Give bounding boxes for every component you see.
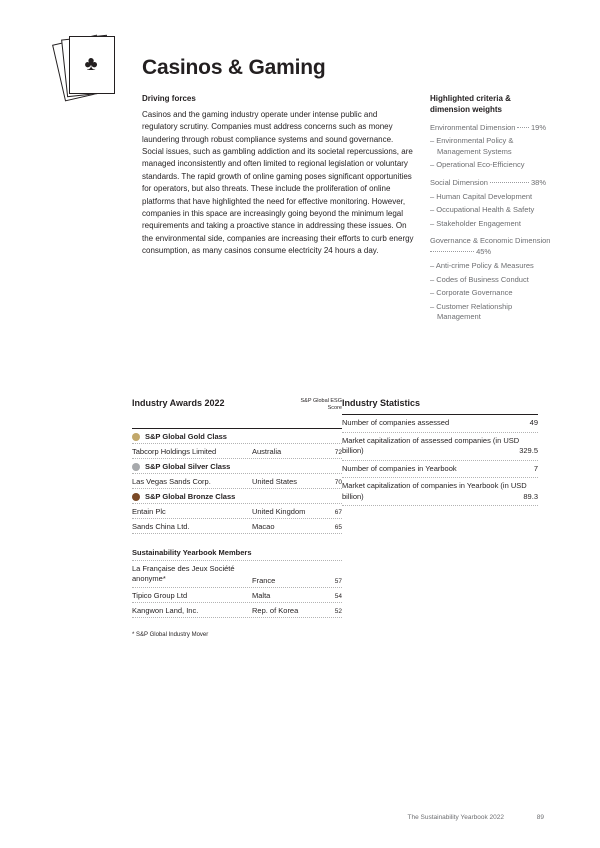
table-row [132,561,342,588]
criteria-item: – Human Capital Development [430,191,533,201]
award-class-gold [132,429,342,444]
club-suit-glyph: ♣ [84,53,98,75]
company-country: Rep. of Korea [252,605,299,615]
page-number: 89 [536,814,544,821]
criteria-item: – Occupational Health & Safety [430,205,535,215]
dimension-row-governance [430,236,551,258]
stat-label: Number of companies assessed [342,418,450,427]
table-row [342,478,538,506]
company-score: 54 [334,592,342,600]
stat-value: 7 [533,463,538,473]
criteria-item: – Operational Eco-Efficiency [430,160,525,170]
industry-statistics-section [342,398,538,506]
silver-class-dot-icon [132,463,140,471]
esg-score-column-header: S&P Global ESG Score [300,398,342,412]
stat-label: Market capitalization of assessed companies (in USD billion) [342,435,520,455]
award-class-label: S&P Global Silver Class [145,462,231,471]
company-name: La Française des Jeux Société anonyme* [132,563,235,583]
table-row [342,461,538,479]
award-class-label: S&P Global Gold Class [145,432,227,441]
criteria-item: – Corporate Governance [430,288,513,298]
company-country: Malta [252,590,271,600]
company-country: United States [252,476,298,486]
gold-class-dot-icon [132,433,140,441]
company-score: 57 [334,577,342,585]
award-class-silver [132,459,342,474]
company-score: 67 [334,508,342,516]
industry-awards-title: Industry Awards 2022 [132,398,225,408]
table-row [132,474,342,489]
stat-value: 89.3 [523,491,538,501]
industry-statistics-title: Industry Statistics [342,398,421,408]
dotted-leader [430,251,474,252]
table-row [132,588,342,603]
award-class-label: S&P Global Bronze Class [145,492,236,501]
criteria-item: – Environmental Policy & Management Systems [430,136,514,156]
criteria-item: – Customer Relationship Management [430,301,513,322]
company-score: 52 [334,607,342,615]
company-name: Tipico Group Ltd [132,590,188,600]
table-row [132,603,342,618]
company-country: Australia [252,446,282,456]
driving-forces-body: Casinos and the gaming industry operate under intense public and regulatory scrutiny. Companies must address concerns such as money laundering through robust compliance systems and sound governance. Social issues, such as gambling addiction and its societal repercussions, are managed inconsistently and often limited to regional legislation or voluntary standards. The rapid growth of online gaming poses significant opportunities for operators, but also threats. These include the proliferation of online platforms that have highlighted the need for effective monitoring. However, companies in this space are increasingly going beyond the minimum legal requirements and taking a proactive stance in addressing these issues. On the environmental side, companies are increasing their efforts to curb energy consumption, as many casinos consume electricity 24 hours a day. [142,109,414,256]
highlighted-criteria-section [430,94,551,323]
company-score: 72 [334,448,342,456]
stat-label: Market capitalization of companies in Yearbook (in USD billion) [342,481,527,501]
stat-value: 329.5 [519,446,538,455]
statistics-table [342,414,538,506]
dimension-name: Social Dimension [430,177,488,187]
bronze-class-dot-icon [132,493,140,501]
industry-awards-section [132,398,342,638]
table-row [342,433,538,461]
company-name: Kangwon Land, Inc. [132,605,199,615]
driving-forces-heading: Driving forces [142,94,196,103]
criteria-item: – Anti-crime Policy & Measures [430,261,534,271]
company-name: Las Vegas Sands Corp. [132,476,211,486]
table-row [132,504,342,519]
dimension-weight: 45% [476,247,492,257]
dimension-weight: 38% [530,177,546,187]
company-name: Tabcorp Holdings Limited [132,446,217,456]
dimension-name: Governance & Economic Dimension [430,236,551,246]
table-row [132,519,342,534]
dotted-leader [517,127,529,128]
yearbook-members-heading: Sustainability Yearbook Members [132,534,342,561]
company-name: Sands China Ltd. [132,521,190,531]
footer-title: The Sustainability Yearbook 2022 [407,814,504,821]
dimension-row-social [430,178,546,189]
criteria-item: – Stakeholder Engagement [430,218,521,228]
company-name: Entain Plc [132,506,166,516]
dimension-name: Environmental Dimension [430,122,516,132]
driving-forces-section [142,94,414,257]
criteria-item: – Codes of Business Conduct [430,274,529,284]
dimension-weight: 19% [530,122,546,132]
company-country: United Kingdom [252,506,306,516]
criteria-heading: Highlighted criteria & dimension weights [430,94,511,114]
stat-label: Number of companies in Yearbook [342,463,457,473]
dotted-leader [490,182,529,183]
dimension-row-environmental [430,123,546,134]
playing-cards-club-icon [56,34,118,96]
table-row [132,444,342,459]
awards-table [132,428,342,618]
awards-footnote: * S&P Global Industry Mover [132,632,209,638]
company-country: Macao [252,521,275,531]
stat-value: 49 [529,418,538,427]
award-class-bronze [132,489,342,504]
page-title: Casinos & Gaming [142,56,326,80]
company-country: France [252,575,276,585]
company-score: 70 [334,478,342,486]
table-row [342,415,538,433]
company-score: 65 [334,523,342,531]
